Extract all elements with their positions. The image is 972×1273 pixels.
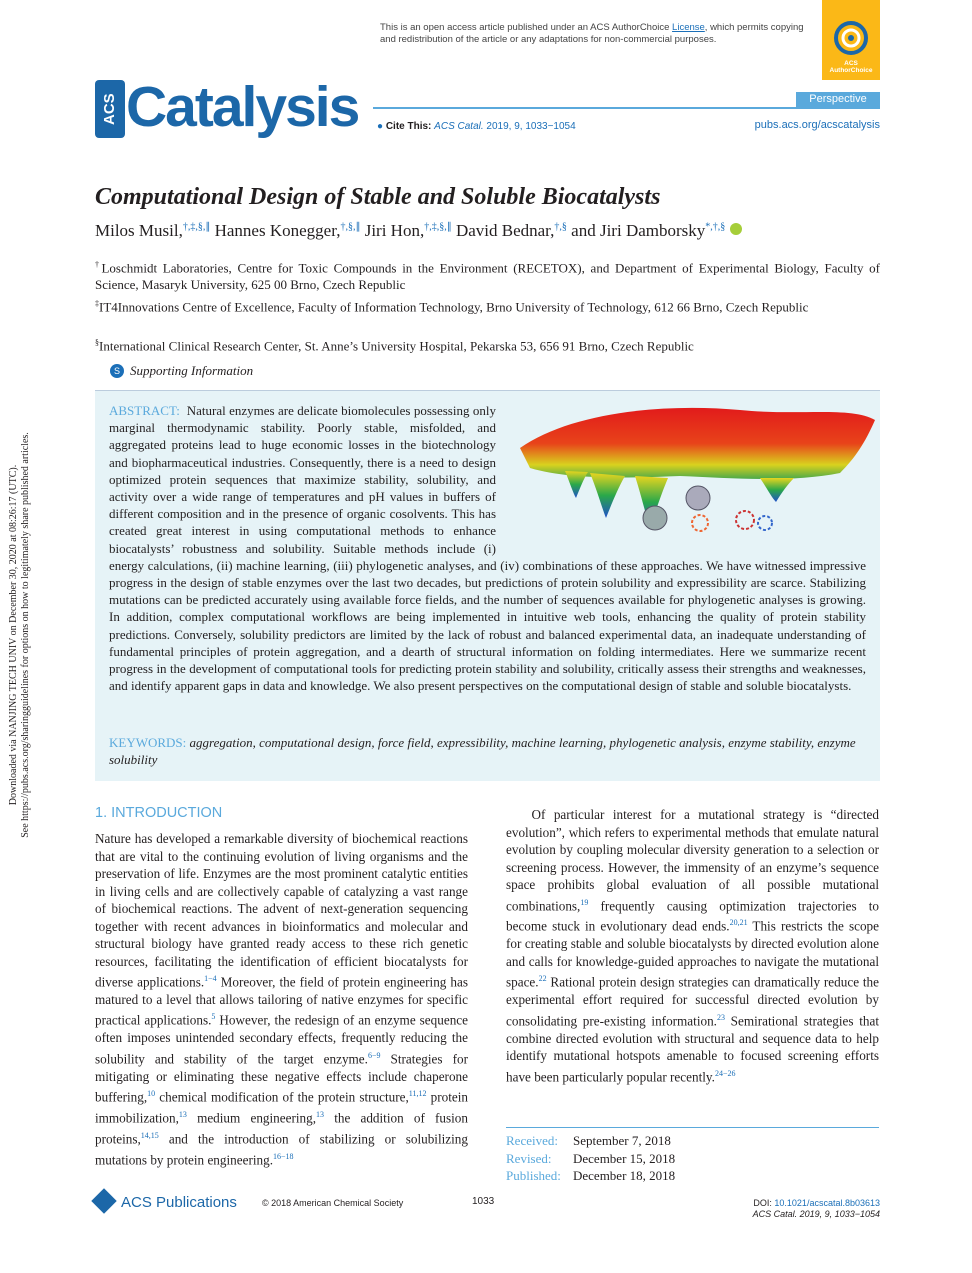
doi-link[interactable]: 10.1021/acscatal.8b03613 xyxy=(774,1198,880,1208)
publication-dates xyxy=(506,1127,879,1185)
date-received: Received: September 7, 2018 xyxy=(506,1133,671,1148)
supporting-info-icon: S xyxy=(110,364,124,378)
affiliation: §International Clinical Research Center, St. Anne’s University Hospital, Pekarska 53, 656 91 Brno, Czech Republic xyxy=(95,338,694,354)
acs-hexagon-icon xyxy=(91,1188,116,1213)
citation-ref[interactable]: 19 xyxy=(580,897,589,907)
cite-journal[interactable]: ACS Catal. xyxy=(434,121,484,132)
article-title: Computational Design of Stable and Soluble Biocatalysts xyxy=(95,184,661,210)
citation-ref[interactable]: 23 xyxy=(716,1012,725,1022)
affiliation: ‡IT4Innovations Centre of Excellence, Faculty of Information Technology, Brno University of Technology, 612 66 Brno, Czech Republic xyxy=(95,299,809,315)
citation-ref[interactable]: 16−18 xyxy=(273,1151,294,1161)
license-notice: This is an open access article published under an ACS AuthorChoice License, which permits copying and redistribution of the article or any adaptations for non-commercial purposes. xyxy=(380,22,804,45)
journal-url[interactable]: pubs.acs.org/acscatalysis xyxy=(754,119,880,131)
download-notice: Downloaded via NANJING TECH UNIV on December 30, 2020 at 08:26:17 (UTC). See https://pubs.acs.org/sharingguidelines for options on how to legitimately share published articles. xyxy=(8,432,31,838)
citation-ref[interactable]: 13 xyxy=(178,1110,187,1120)
body-column-left: Nature has developed a remarkable diversity of biochemical reactions that are vital to the continuing evolution of living organisms and the preservation of life. Enzymes are the most prominent catalytic entities in living cells and are collectively capable of catalyzing a vast range of biochemical reactions. The advent of next-generation sequencing together with recent advances in bioinformatics and molecular and structural biology have granted ready access to these rich genetic resources, facilitating the identification of efficient biocatalysts for diverse applications.$^{1-4}$ Moreover, the field of protein engineering has matured to a level that allows tailoring of native enzymes for specific practical applications.$^5$ However, the redesign of an enzyme sequence often imposes unintended secondary effects, frequently reducing the solubility and stability of the target enzyme.$^{6-9}$ Strategies for mitigating or eliminating these negative effects include chaperone buffering,$^{10}$ chemical modification of the protein structure,$^{11,12}$ protein immobilization,$^{13}$ medium engineering,$^{13}$ the addition of fusion proteins,$^{14,15}$ and the introduction of stabilizing or solubilizing mutations by protein engineering.$^{16-18}$ xyxy=(95,831,468,1168)
badge-label: ACS AuthorChoice xyxy=(829,60,873,74)
author[interactable]: David Bednar,†,§ xyxy=(455,221,567,240)
header-rule xyxy=(373,107,880,109)
abstract-body: Natural enzymes are delicate biomolecules possessing only marginal thermodynamic stability. Poorly stable, misfolded, and aggregated proteins lead to huge economic losses in the biotechnology and biopharmaceutical industries. Consequently, there is a need to design optimized protein sequences that maximize stability, solubility, and activity over a wide range of temperatures and pH values in buffers of different composition and in the presence of organic cosolvents. This has created great interest in using computational methods to enhance biocatalysts’ robustness and solubility. Suitable methods include (i) energy calculations, (ii) machine learning, (iii) phylogenetic analyses, and (iv) combinations of these approaches. We have witnessed impressive progress in the design of stable enzymes over the last two decades, but predictions of protein solubility and expressibility are scarce. Stabilizing mutations can be predicted accurately using available force fields, and the number of sequences available for phylogenetic analyses is growing. In addition, complex computational workflows are being implemented in intuitive web tools, enhancing the quality of protein stability predictions. Conversely, solubility predictors are limited by the lack of robust and balanced experimental data, an inadequate understanding of fundamental principles of protein aggregation, and a dearth of structural information on folding intermediates. Here we summarize recent progress in the development of computational tools for predicting protein stability and solubility, critically assess their strengths and weaknesses, and identify apparent gaps in data and knowledge. We also present perspectives on the computational design of stable and soluble biocatalysts. xyxy=(109,403,866,694)
keywords-heading: KEYWORDS: xyxy=(109,735,187,750)
cite-line: ● Cite This: ACS Catal. 2019, 9, 1033−1054 xyxy=(377,121,576,132)
citation-ref[interactable]: 6−9 xyxy=(367,1050,381,1060)
cite-check-icon: ● xyxy=(377,121,384,132)
section-heading: 1. INTRODUCTION xyxy=(95,805,223,821)
citation-ref[interactable]: 10 xyxy=(147,1089,156,1099)
author[interactable]: Jiri Hon,†,‡,§,∥ xyxy=(364,221,452,240)
cite-ref[interactable]: 2019, 9, 1033−1054 xyxy=(486,121,576,132)
open-access-icon xyxy=(822,0,880,60)
supporting-information-link[interactable]: S Supporting Information xyxy=(110,363,253,379)
citation-ref[interactable]: 20,21 xyxy=(729,918,748,928)
body-column-right: Of particular interest for a mutational strategy is “directed evolution”, which refers to experimental methods that emulate natural evolution by coupling molecular diversity generation to a selection or screening process. However, the immensity of an enzyme’s sequence space prohibits global evaluation of all possible mutational combinations,$^{19}$ frequently causing optimization trajectories to become stuck in evolutionary dead ends.$^{20,21}$ This restricts the scope for creating stable and soluble biocatalysts by directed evolution alone and calls for knowledge-guided approaches to navigate the mutational space.$^{22}$ Rational protein design strategies can dramatically reduce the experimental effort required for successful directed evolution by consolidating pre-existing information.$^{23}$ Semirational strategies that combine directed evolution with structural and sequence data to help identify mutational hotspots amenable to focused screening efforts have been particularly popular recently.$^{24-26}$ xyxy=(506,807,880,1084)
toc-float-spacer xyxy=(496,402,866,550)
citation-ref[interactable]: 24−26 xyxy=(714,1068,736,1078)
date-revised: Revised: December 15, 2018 xyxy=(506,1150,676,1166)
affiliation: †Loschmidt Laboratories, Centre for Toxic Compounds in the Environment (RECETOX), and Department of Experimental Biology, Faculty of Science, Masaryk University, 625 00 Brno, Czech Republic xyxy=(95,260,881,293)
citation-ref[interactable]: 22 xyxy=(538,974,547,984)
author[interactable]: and Jiri Damborsky*,†,§ xyxy=(571,221,726,240)
author[interactable]: Milos Musil,†,‡,§,∥ xyxy=(95,221,211,240)
citation-ref[interactable]: 5 xyxy=(211,1012,216,1022)
license-link[interactable]: License xyxy=(672,22,705,33)
keywords xyxy=(109,734,866,768)
acs-publications-logo: ACS Publications xyxy=(95,1192,237,1211)
page-number: 1033 xyxy=(472,1196,495,1207)
date-published: Published: December 18, 2018 xyxy=(506,1168,676,1183)
citation-ref[interactable]: 13 xyxy=(316,1110,325,1120)
journal-logo-name: Catalysis xyxy=(126,75,359,139)
article-type-label: Perspective xyxy=(796,92,880,107)
abstract-heading: ABSTRACT: xyxy=(109,403,180,418)
keywords-list: aggregation, computational design, force field, expressibility, machine learning, phylogenetic analysis, enzyme stability, enzyme solubility xyxy=(109,735,856,768)
citation-ref[interactable]: 11,12 xyxy=(408,1089,427,1099)
authorchoice-badge xyxy=(822,0,880,80)
doi-block: DOI: 10.1021/acscatal.8b03613 ACS Catal. 2019, 9, 1033−1054 xyxy=(752,1198,880,1219)
journal-logo-acs: ACS xyxy=(95,80,125,138)
copyright: © 2018 American Chemical Society xyxy=(262,1198,404,1208)
orcid-icon[interactable] xyxy=(730,223,742,235)
author-list xyxy=(95,221,885,241)
citation-ref[interactable]: 14,15 xyxy=(140,1130,159,1140)
abstract xyxy=(109,402,866,694)
citation-ref[interactable]: 1−4 xyxy=(204,974,217,983)
author[interactable]: Hannes Konegger,†,§,∥ xyxy=(214,221,361,240)
